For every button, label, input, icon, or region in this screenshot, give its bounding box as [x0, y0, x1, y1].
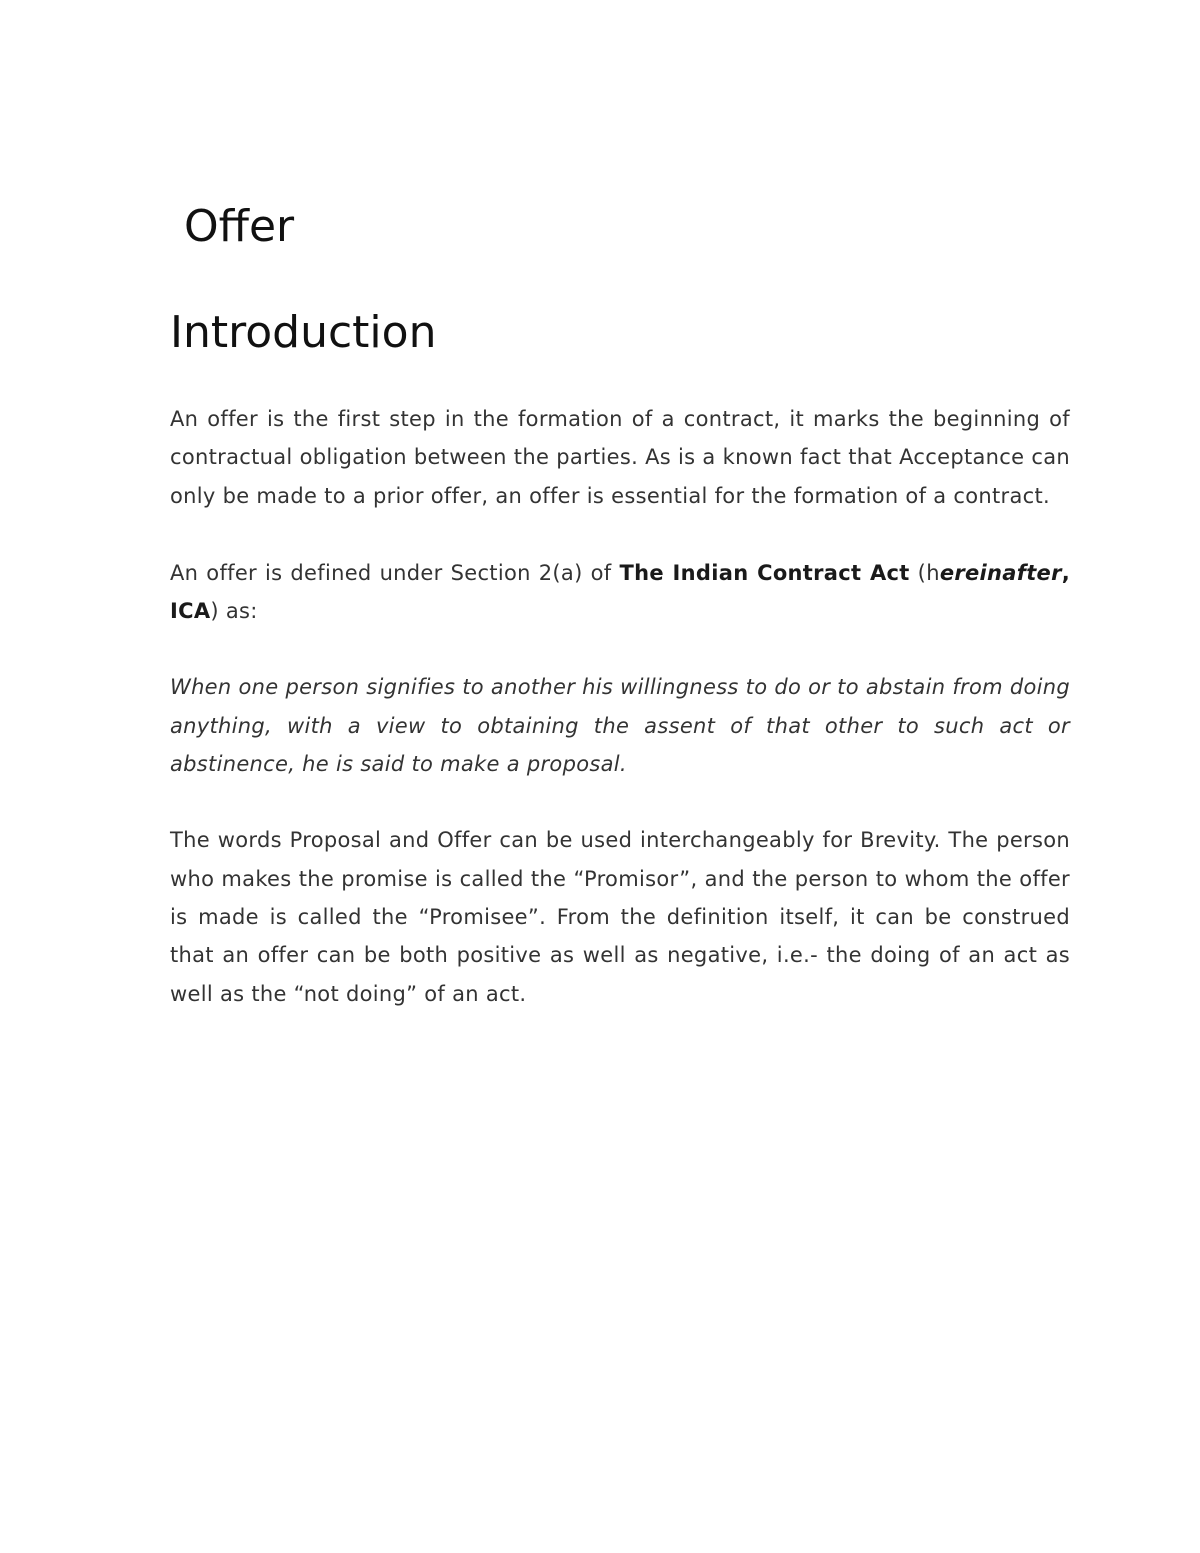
definition-lead: An offer is defined under Section 2(a) of [170, 560, 620, 585]
definition-tail: ) as: [210, 599, 258, 624]
section-heading-introduction: Introduction [170, 307, 437, 358]
document-body [170, 196, 1070, 1013]
open-paren: ( [909, 560, 927, 585]
h-letter: h [926, 560, 940, 585]
intro-paragraph: An offer is the first step in the formation of a contract, it marks the beginning of contractual obligation between the parties. As is a known fact that Acceptance can only be made to a prior offer, an offer is essential for the formation of a contract. [170, 407, 1070, 508]
definition-paragraph [170, 554, 1070, 631]
terminology-paragraph: The words Proposal and Offer can be used interchangeably for Brevity. The person who makes the promise is called the “Promisor”, and the person to whom the offer is made is called the “Promisee”. From the definition itself, it can be construed that an offer can be both positive as well as negative, i.e.- the doing of an act as well as the “not doing” of an act. [170, 828, 1070, 1006]
ica-abbreviation: ICA [170, 599, 211, 624]
definition-quote: When one person signifies to another his willingness to do or to abstain from doing anything, with a view to obtaining the assent of that other to such act or abstinence, he is said to make a proposal. [170, 675, 1070, 777]
hereinafter-term: ereinafter [939, 560, 1062, 585]
document-title: Offer [184, 201, 295, 252]
comma: , [1061, 560, 1071, 585]
act-name: The Indian Contract Act [619, 560, 910, 585]
